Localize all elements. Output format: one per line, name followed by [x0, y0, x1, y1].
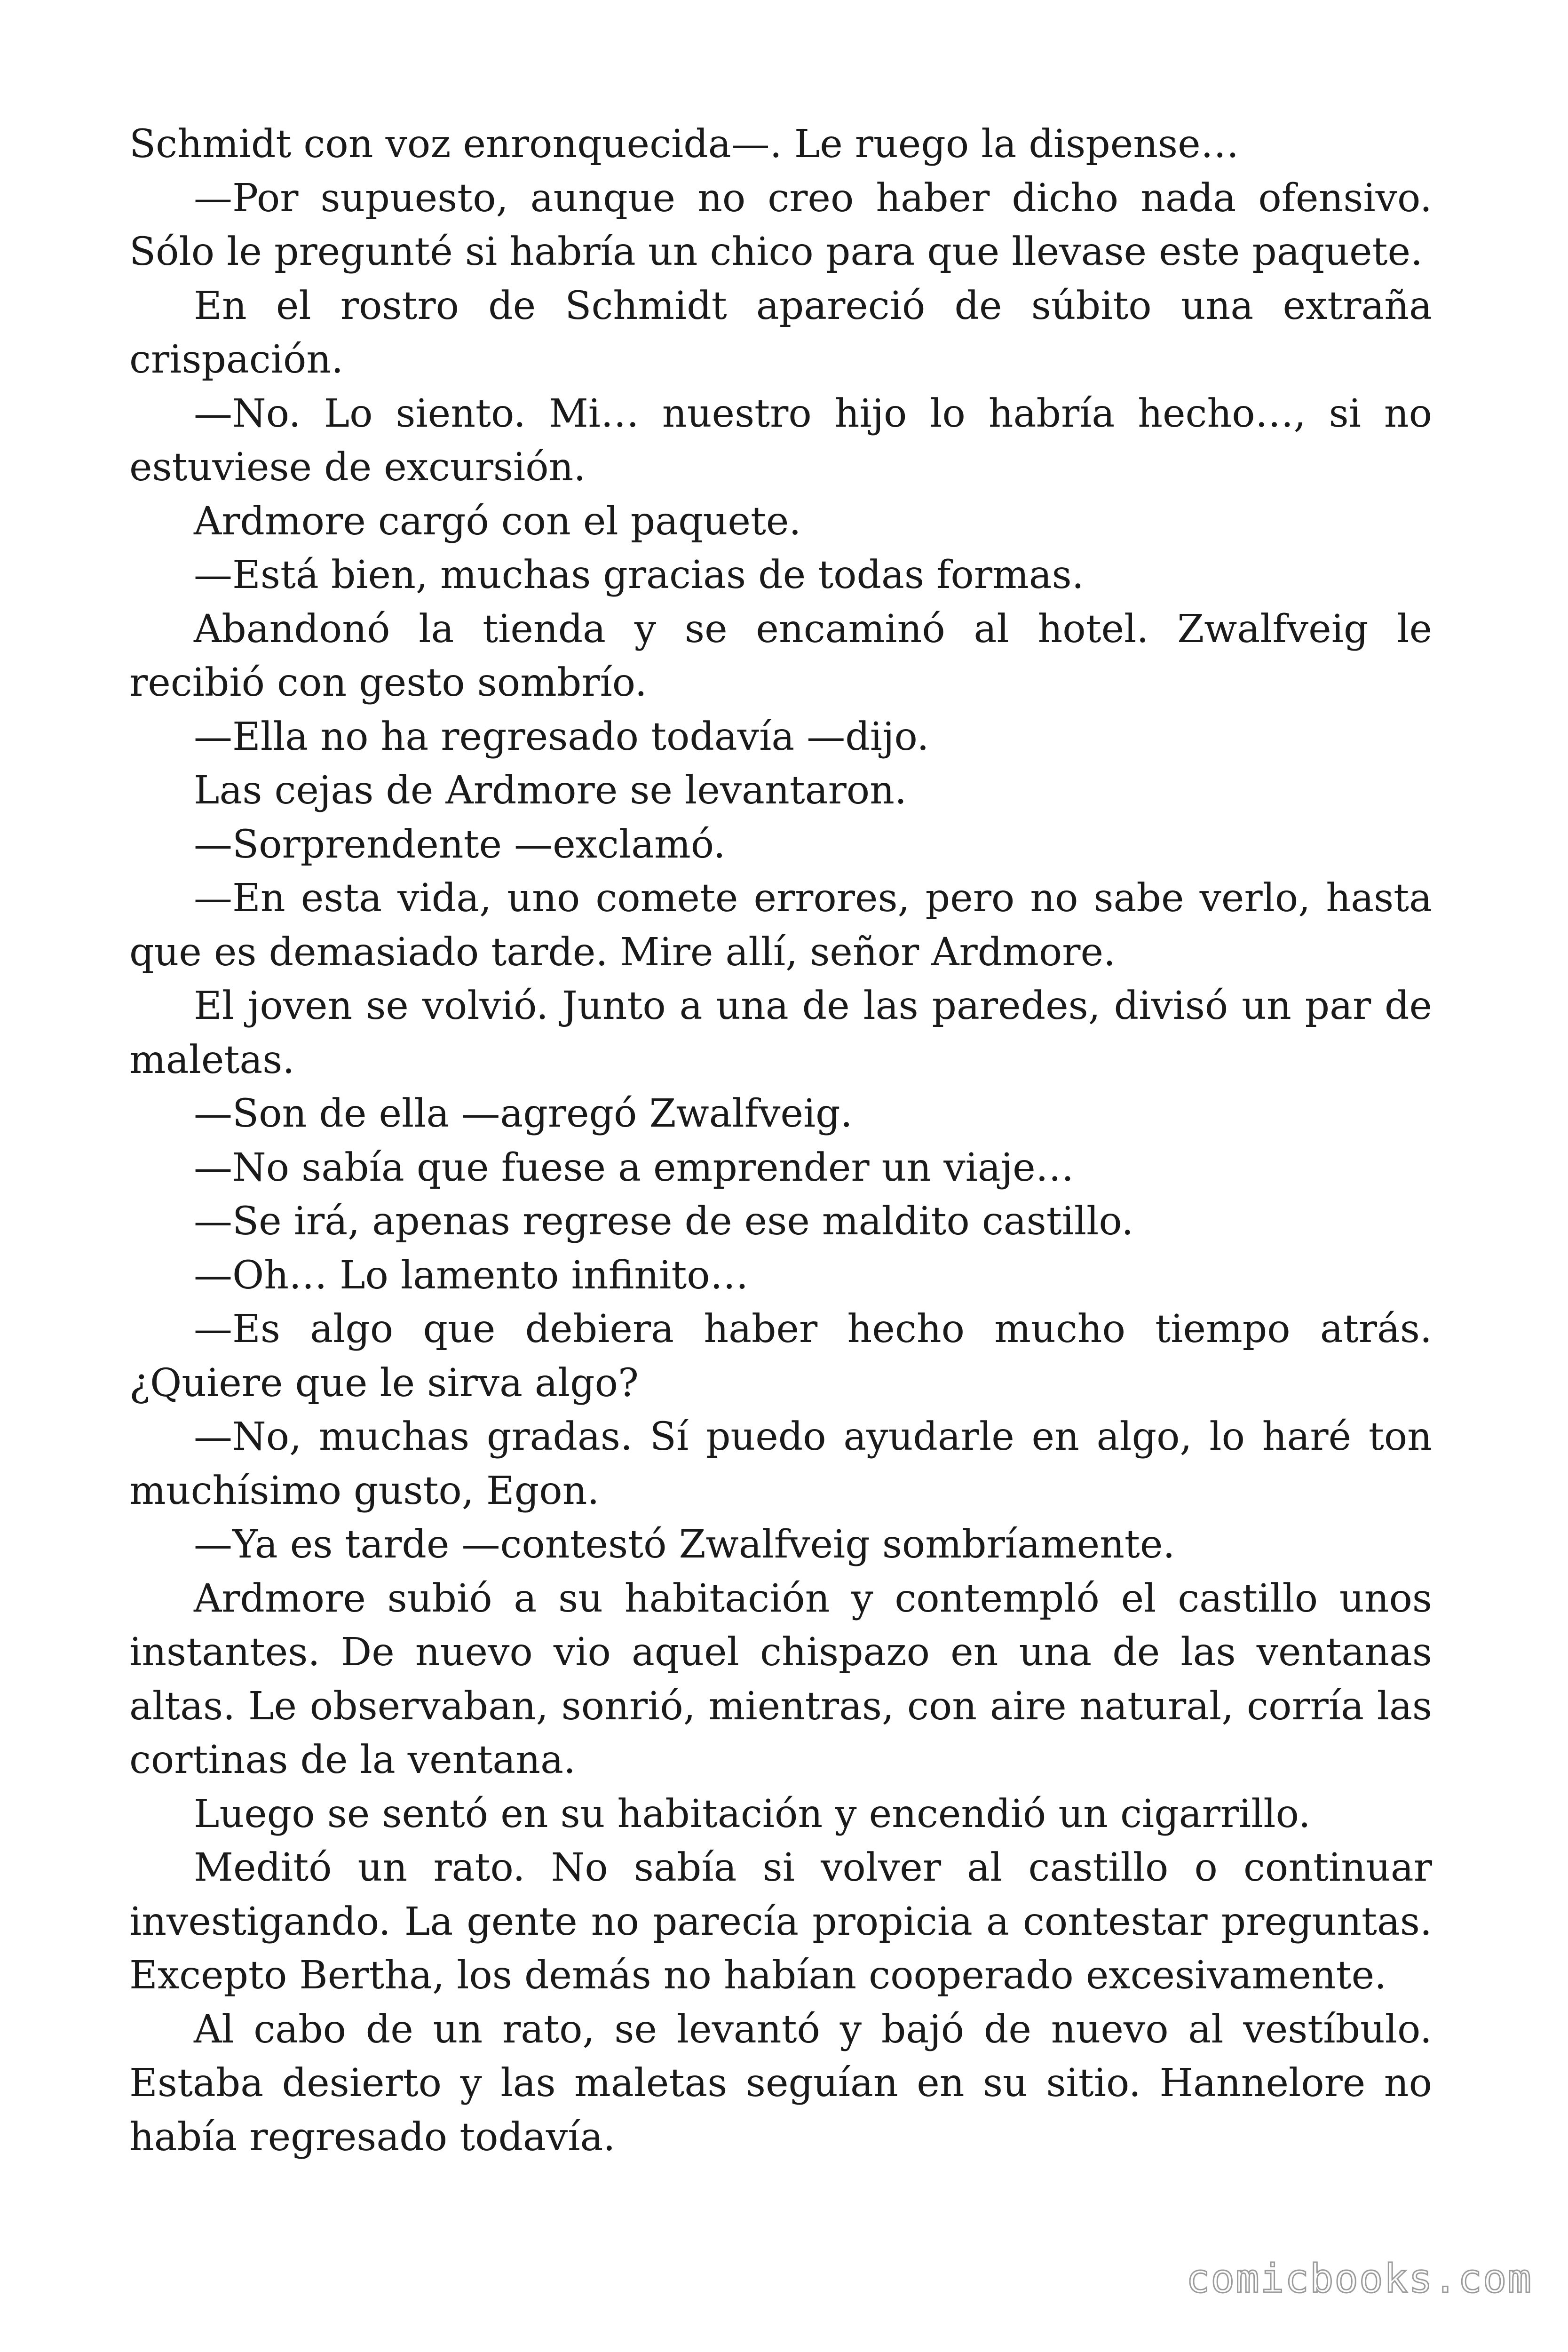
- paragraph: Las cejas de Ardmore se levantaron.: [194, 768, 907, 813]
- paragraph: El joven se volvió. Junto a una de las paredes, divisó un par de maletas.: [129, 984, 1432, 1082]
- paragraph: —Oh… Lo lamento infinito…: [194, 1253, 749, 1298]
- paragraph: Abandonó la tienda y se encaminó al hotel. Zwalfveig le recibió con gesto sombrío.: [129, 606, 1432, 705]
- paragraph: Al cabo de un rato, se levantó y bajó de nuevo al vestíbulo. Estaba desierto y las maletas seguían en su sitio. Hannelore no había regresado todavía.: [129, 2007, 1432, 2160]
- paragraph: —Es algo que debiera haber hecho mucho tiempo atrás. ¿Quiere que le sirva algo?: [129, 1307, 1432, 1406]
- paragraph: —En esta vida, uno comete errores, pero no sabe verlo, hasta que es demasiado tarde. Mire allí, señor Ardmore.: [129, 876, 1432, 975]
- paragraph: —No. Lo siento. Mi… nuestro hijo lo habría hecho…, si no estuviese de excursión.: [129, 391, 1432, 490]
- watermark: comicbooks.com: [1186, 2256, 1532, 2302]
- paragraph: —Ya es tarde —contestó Zwalfveig sombríamente.: [194, 1522, 1175, 1567]
- paragraph: —Sorprendente —exclamó.: [194, 822, 726, 867]
- paragraph: —No sabía que fuese a emprender un viaje…: [194, 1145, 1074, 1190]
- paragraph: —Ella no ha regresado todavía —dijo.: [194, 714, 929, 759]
- paragraph: En el rostro de Schmidt apareció de súbito una extraña crispación.: [129, 283, 1432, 382]
- paragraph: Ardmore cargó con el paquete.: [194, 499, 801, 544]
- paragraph: —Son de ella —agregó Zwalfveig.: [194, 1091, 853, 1136]
- body-text: [129, 118, 1432, 2164]
- paragraph: Schmidt con voz enronquecida—. Le ruego la dispense…: [129, 122, 1239, 167]
- paragraph: —No, muchas gradas. Sí puedo ayudarle en algo, lo haré ton muchísimo gusto, Egon.: [129, 1414, 1432, 1513]
- paragraph: Luego se sentó en su habitación y encendió un cigarrillo.: [194, 1791, 1311, 1836]
- paragraph: Meditó un rato. No sabía si volver al castillo o continuar investigando. La gente no parecía propicia a contestar preguntas. Excepto Bertha, los demás no habían cooperado excesivamente.: [129, 1845, 1432, 1998]
- paragraph: Ardmore subió a su habitación y contempló el castillo unos instantes. De nuevo vio aquel chispazo en una de las ventanas altas. Le observaban, sonrió, mientras, con aire natural, corría las cortinas de la ventana.: [129, 1576, 1432, 1782]
- paragraph: —Se irá, apenas regrese de ese maldito castillo.: [194, 1199, 1134, 1244]
- paragraph: —Está bien, muchas gracias de todas formas.: [194, 553, 1084, 597]
- paragraph: —Por supuesto, aunque no creo haber dicho nada ofensivo. Sólo le pregunté si habría un chico para que llevase este paquete.: [129, 175, 1432, 274]
